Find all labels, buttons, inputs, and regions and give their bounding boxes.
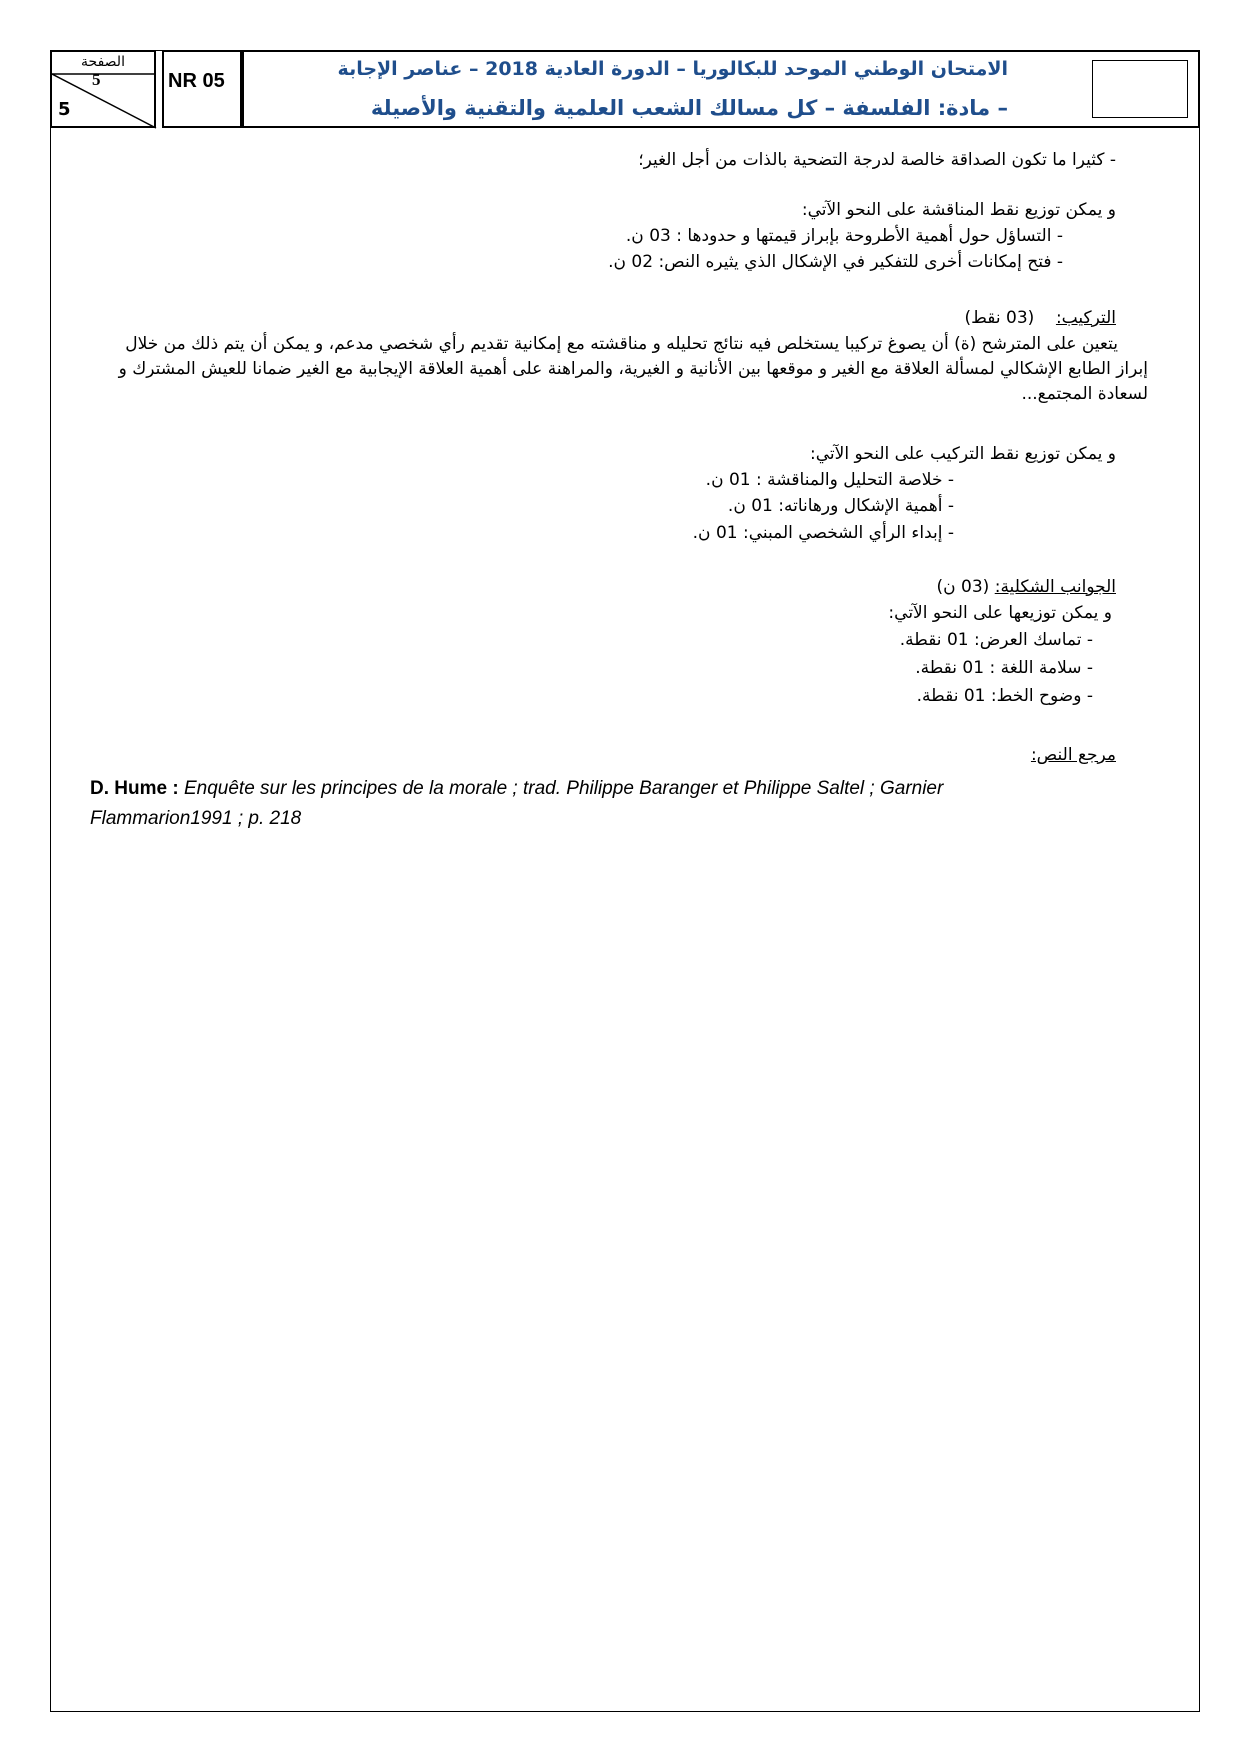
synthesis-item: - إبداء الرأي الشخصي المبني: 01 ن. bbox=[692, 523, 954, 543]
reference-text: Enquête sur les principes de la morale ; trad. Philippe Baranger et Philippe Saltel ; Garnier Flammarion1991 ; p. 218 bbox=[90, 778, 944, 829]
discussion-intro: و يمكن توزيع نقط المناقشة على النحو الآتي: bbox=[801, 200, 1116, 220]
exam-title-box bbox=[242, 50, 1200, 128]
synthesis-item: - أهمية الإشكال ورهاناته: 01 ن. bbox=[727, 496, 954, 516]
friendship-line: - كثيرا ما تكون الصداقة خالصة لدرجة التضحية بالذات من أجل الغير؛ bbox=[638, 150, 1116, 170]
reference-heading bbox=[1031, 743, 1116, 767]
reference-label: مرجع النص: bbox=[1030, 745, 1116, 765]
discussion-item: - التساؤل حول أهمية الأطروحة بإبراز قيمتها و حدودها : 03 ن. bbox=[625, 226, 1063, 246]
formal-item: - سلامة اللغة : 01 نقطة. bbox=[915, 658, 1093, 678]
blank-box bbox=[1092, 60, 1188, 118]
exam-title-line2: – مادة: الفلسفة – كل مسالك الشعب العلمية والتقنية والأصيلة bbox=[370, 96, 1008, 120]
synthesis-paragraph: يتعين على المترشح (ة) أن يصوغ تركيبا يستخلص فيه نتائج تحليله و مناقشته مع إمكانية تقديم رأي شخصي مدعم، و يمكن أن يتم ذلك من خلال إبراز الطابع الإشكالي لمسألة العلاقة مع الغير و موقعها بين الأنانية و الغيرية، والمراهنة على أهمية العلاقة الإيجابية مع الغير ضمانا للعيش المشترك و لسعادة المجتمع... bbox=[118, 334, 1148, 404]
synthesis-intro: و يمكن توزيع نقط التركيب على النحو الآتي: bbox=[810, 444, 1116, 464]
formal-intro: و يمكن توزيعها على النحو الآتي: bbox=[888, 603, 1112, 623]
formal-heading bbox=[937, 575, 1117, 599]
formal-item: - تماسك العرض: 01 نقطة. bbox=[899, 630, 1093, 650]
synthesis-heading bbox=[965, 306, 1116, 330]
reference-author: D. Hume : bbox=[90, 778, 179, 799]
reference-citation bbox=[90, 774, 1070, 834]
exam-code: NR 05 bbox=[168, 70, 225, 92]
page-current: 5 bbox=[92, 70, 101, 89]
formal-item: - وضوح الخط: 01 نقطة. bbox=[916, 686, 1093, 706]
exam-code-box bbox=[162, 50, 242, 128]
synthesis-points: (03 نقط) bbox=[964, 308, 1035, 328]
page-frame bbox=[50, 50, 1200, 1712]
exam-title-line1: الامتحان الوطني الموحد للبكالوريا – الدورة العادية 2018 – عناصر الإجابة bbox=[337, 58, 1008, 80]
synthesis-item: - خلاصة التحليل والمناقشة : 01 ن. bbox=[705, 470, 954, 490]
synthesis-label: التركيب: bbox=[1055, 308, 1116, 328]
formal-label: الجوانب الشكلية: bbox=[994, 577, 1116, 597]
formal-points: (03 ن) bbox=[936, 577, 990, 597]
discussion-item: - فتح إمكانات أخرى للتفكير في الإشكال الذي يثيره النص: 02 ن. bbox=[608, 252, 1063, 272]
page-label: الصفحة bbox=[81, 54, 125, 70]
page-number-box bbox=[50, 50, 156, 128]
page-total: 5 bbox=[58, 99, 71, 120]
